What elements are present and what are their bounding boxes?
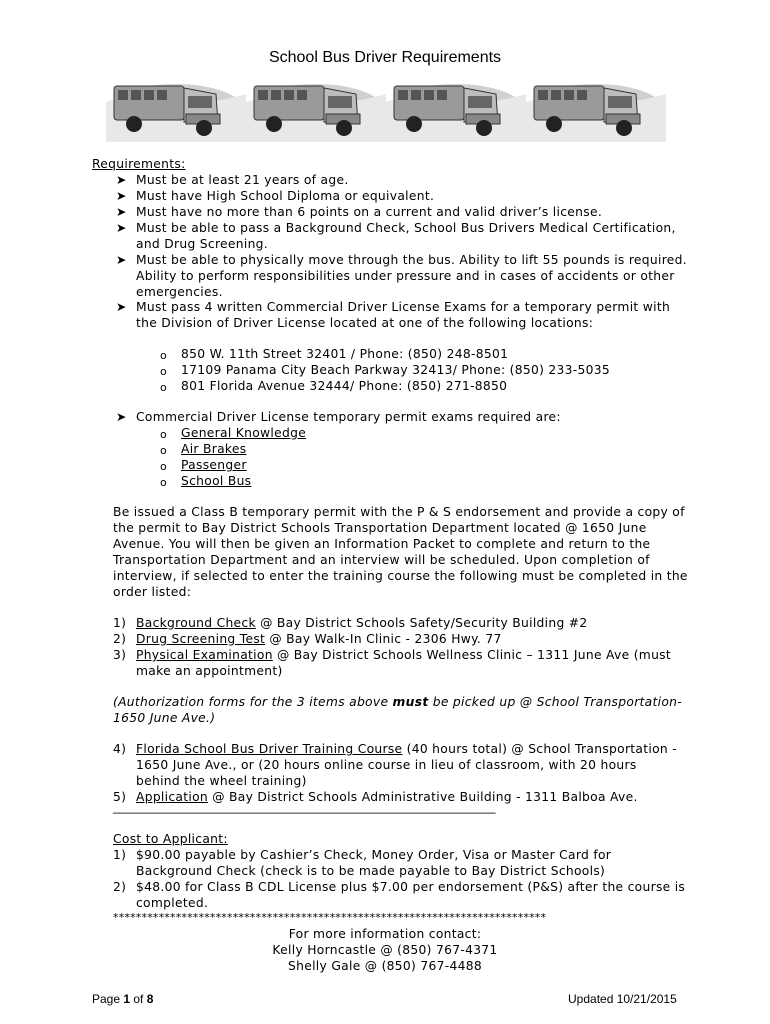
cost-heading: Cost to Applicant: bbox=[113, 832, 228, 846]
step-item: Physical Examination @ Bay District Schools Wellness Clinic – 1311 June Ave (must bbox=[136, 648, 671, 662]
authorization-note: (Authorization forms for the 3 items above must be picked up @ School Transportation- bbox=[113, 695, 683, 709]
location-item: 801 Florida Avenue 32444/ Phone: (850) 271-8850 bbox=[181, 379, 508, 393]
step-number: 3) bbox=[113, 648, 127, 662]
step-item-continued: 1650 June Ave., or (20 hours online course in lieu of classroom, with 20 hours bbox=[136, 758, 637, 772]
exam-link-passenger[interactable]: Passenger bbox=[181, 458, 247, 472]
arrow-bullet-icon: ➤ bbox=[116, 253, 127, 267]
star-separator: **************************************************************************** bbox=[113, 911, 547, 924]
physical-examination-link[interactable]: Physical Examination bbox=[136, 648, 273, 662]
requirement-item-continued: and Drug Screening. bbox=[136, 237, 268, 251]
school-bus-image bbox=[386, 72, 526, 142]
cost-item-continued: Background Check (check is to be made payable to Bay District Schools) bbox=[136, 864, 606, 878]
drug-screening-test-link[interactable]: Drug Screening Test bbox=[136, 632, 266, 646]
step-number: 2) bbox=[113, 632, 127, 646]
exam-link-air-brakes[interactable]: Air Brakes bbox=[181, 442, 247, 456]
requirement-item-continued: Ability to perform responsibilities under pressure and in cases of accidents or other bbox=[136, 269, 675, 283]
arrow-bullet-icon: ➤ bbox=[116, 221, 127, 235]
cost-item: $90.00 payable by Cashier’s Check, Money Order, Visa or Master Card for bbox=[136, 848, 612, 862]
requirement-item: Must be able to pass a Background Check, School Bus Drivers Medical Certification, bbox=[136, 221, 676, 235]
permit-paragraph-line: Transportation Department and an interview will be scheduled. Upon completion of bbox=[113, 553, 650, 567]
school-bus-image bbox=[246, 72, 386, 142]
requirement-item: Must pass 4 written Commercial Driver License Exams for a temporary permit with bbox=[136, 300, 671, 314]
circle-bullet-icon: o bbox=[160, 349, 168, 362]
requirement-item-continued: the Division of Driver License located at one of the following locations: bbox=[136, 316, 594, 330]
requirements-heading: Requirements: bbox=[92, 157, 186, 171]
circle-bullet-icon: o bbox=[160, 476, 168, 489]
page-number: Page 1 of 8 bbox=[92, 992, 154, 1006]
requirement-item: Must be at least 21 years of age. bbox=[136, 173, 349, 187]
permit-paragraph-line: the permit to Bay District Schools Transportation Department located @ 1650 June bbox=[113, 521, 647, 535]
step-item-continued: behind the wheel training) bbox=[136, 774, 307, 788]
permit-paragraph-line: Be issued a Class B temporary permit with the P & S endorsement and provide a copy of bbox=[113, 505, 685, 519]
school-bus-image bbox=[106, 72, 246, 142]
separator-line: __________________________________________________________________ bbox=[113, 800, 496, 814]
permit-paragraph-line: order listed: bbox=[113, 585, 192, 599]
application-link[interactable]: Application bbox=[136, 790, 209, 804]
authorization-note-continued: 1650 June Ave.) bbox=[113, 711, 216, 725]
contact-person: Kelly Horncastle @ (850) 767-4371 bbox=[272, 943, 498, 957]
circle-bullet-icon: o bbox=[160, 381, 168, 394]
step-number: 4) bbox=[113, 742, 127, 756]
exam-link-general-knowledge[interactable]: General Knowledge bbox=[181, 426, 307, 440]
step-item: Florida School Bus Driver Training Course (40 hours total) @ School Transportation - bbox=[136, 742, 677, 756]
permit-paragraph-line: Avenue. You will then be given an Information Packet to complete and return to the bbox=[113, 537, 651, 551]
exams-intro: Commercial Driver License temporary permit exams required are: bbox=[136, 410, 561, 424]
requirement-item-continued: emergencies. bbox=[136, 285, 223, 299]
cost-item: $48.00 for Class B CDL License plus $7.00 per endorsement (P&S) after the course is bbox=[136, 880, 686, 894]
step-number: 5) bbox=[113, 790, 127, 804]
arrow-bullet-icon: ➤ bbox=[116, 173, 127, 187]
permit-paragraph-line: interview, if selected to enter the training course the following must be completed in the bbox=[113, 569, 688, 583]
step-item-continued: make an appointment) bbox=[136, 664, 283, 678]
school-bus-image bbox=[526, 72, 666, 142]
requirement-item: Must be able to physically move through the bus. Ability to lift 55 pounds is required. bbox=[136, 253, 687, 267]
arrow-bullet-icon: ➤ bbox=[116, 189, 127, 203]
exam-link-school-bus[interactable]: School Bus bbox=[181, 474, 252, 488]
requirement-item: Must have no more than 6 points on a current and valid driver’s license. bbox=[136, 205, 603, 219]
location-item: 17109 Panama City Beach Parkway 32413/ Phone: (850) 233-5035 bbox=[181, 363, 611, 377]
step-item: Application @ Bay District Schools Administrative Building - 1311 Balboa Ave. bbox=[136, 790, 638, 804]
circle-bullet-icon: o bbox=[160, 444, 168, 457]
step-item: Drug Screening Test @ Bay Walk-In Clinic - 2306 Hwy. 77 bbox=[136, 632, 502, 646]
background-check-link[interactable]: Background Check bbox=[136, 616, 256, 630]
arrow-bullet-icon: ➤ bbox=[116, 410, 127, 424]
step-item: Background Check @ Bay District Schools Safety/Security Building #2 bbox=[136, 616, 588, 630]
requirement-item: Must have High School Diploma or equivalent. bbox=[136, 189, 435, 203]
circle-bullet-icon: o bbox=[160, 428, 168, 441]
location-item: 850 W. 11th Street 32401 / Phone: (850) 248-8501 bbox=[181, 347, 509, 361]
circle-bullet-icon: o bbox=[160, 365, 168, 378]
cost-number: 2) bbox=[113, 880, 127, 894]
training-course-link[interactable]: Florida School Bus Driver Training Course bbox=[136, 742, 403, 756]
bus-image-strip bbox=[106, 72, 666, 142]
contact-heading: For more information contact: bbox=[288, 927, 482, 941]
page-title: School Bus Driver Requirements bbox=[268, 49, 502, 66]
cost-item-continued: completed. bbox=[136, 896, 209, 910]
arrow-bullet-icon: ➤ bbox=[116, 300, 127, 314]
cost-number: 1) bbox=[113, 848, 127, 862]
step-number: 1) bbox=[113, 616, 127, 630]
arrow-bullet-icon: ➤ bbox=[116, 205, 127, 219]
contact-person: Shelly Gale @ (850) 767-4488 bbox=[288, 959, 482, 973]
circle-bullet-icon: o bbox=[160, 460, 168, 473]
updated-date: Updated 10/21/2015 bbox=[568, 992, 677, 1006]
